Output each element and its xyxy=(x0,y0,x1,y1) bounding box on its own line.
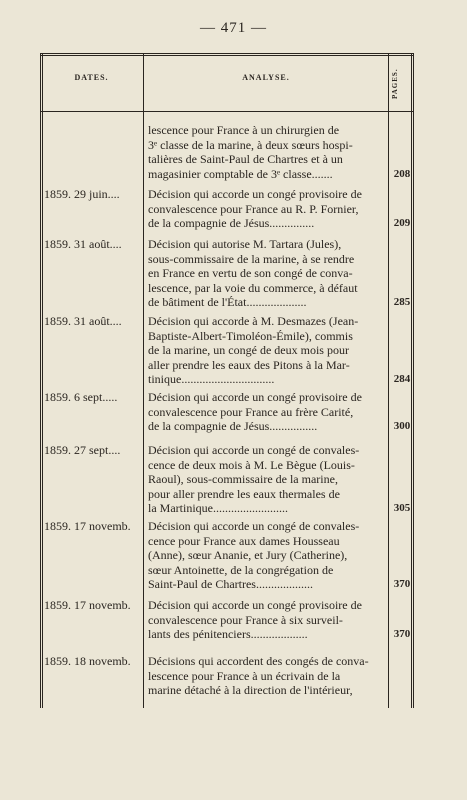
entry-analysis xyxy=(148,390,384,434)
entry-date: 1859. 31 août.... xyxy=(44,237,122,251)
entry-date: 1859. 17 novemb. xyxy=(44,598,131,612)
entry-page: 285 xyxy=(393,296,411,308)
entry-analysis xyxy=(148,654,384,698)
analysis-line: sous-commissaire de la marine, à se rendre xyxy=(148,251,355,266)
column-divider-pages xyxy=(388,53,389,708)
analysis-line: Décision qui accorde un congé de convales- xyxy=(148,443,360,457)
entry-date: 1859. 29 juin.... xyxy=(44,187,120,201)
analysis-line: Décision qui accorde un congé provisoire de xyxy=(148,598,362,612)
analysis-line: convalescence pour France à six surveil- xyxy=(148,612,343,627)
analysis-line: lescence, par la voie du commerce, à défaut xyxy=(148,280,358,295)
analysis-line: Saint-Paul de Chartres................... xyxy=(148,577,313,591)
entry-analysis xyxy=(148,187,384,231)
analysis-line: (Anne), sœur Ananie, et Jury (Catherine), xyxy=(148,548,348,562)
analysis-line: magasinier comptable de 3ᵉ classe....... xyxy=(148,166,333,181)
analysis-line: de la compagnie de Jésus............... xyxy=(148,216,315,230)
header-rule xyxy=(40,111,414,112)
analysis-line: Décision qui accorde un congé provisoire de xyxy=(148,390,362,404)
analysis-line: de bâtiment de l'État.................... xyxy=(148,295,307,309)
analysis-line: Décision qui autorise M. Tartara (Jules), xyxy=(148,237,342,251)
analysis-line: 3ᵉ classe de la marine, à deux sœurs hospi- xyxy=(148,137,353,152)
analysis-line: sœur Antoinette, de la congrégation de xyxy=(148,562,334,577)
analysis-line: cence pour France aux dames Housseau xyxy=(148,533,340,548)
entry-analysis xyxy=(148,598,384,642)
analysis-line: Décisions qui accordent des congés de conva- xyxy=(148,654,369,668)
analysis-line: aller prendre les eaux des Pitons à la Mar- xyxy=(148,357,350,372)
entry-analysis xyxy=(148,123,384,181)
entry-page: 208 xyxy=(393,167,411,180)
page-number: — 471 — xyxy=(200,20,267,36)
entry-date: 1859. 6 sept..... xyxy=(44,390,118,404)
analysis-line: Décision qui accorde un congé de convales- xyxy=(148,519,360,533)
analysis-line: Décision qui accorde à M. Desmazes (Jean- xyxy=(148,314,359,328)
entry-page: 300 xyxy=(393,420,411,432)
analysis-line: tinique............................... xyxy=(148,372,275,386)
entry-analysis xyxy=(148,519,384,592)
entry-analysis xyxy=(148,314,384,387)
analysis-line: Baptiste-Albert-Timoléon-Émile), commis xyxy=(148,328,353,343)
entry-date: 1859. 18 novemb. xyxy=(44,654,131,668)
analysis-line: de la compagnie de Jésus................ xyxy=(148,419,318,433)
analysis-line: cence de deux mois à M. Le Bègue (Louis- xyxy=(148,457,355,472)
analysis-line: convalescence pour France au R. P. Fornier, xyxy=(148,201,359,216)
analysis-line: la Martinique......................... xyxy=(148,501,288,515)
column-header-pages: PAGES. xyxy=(391,68,399,100)
analysis-line: pour aller prendre les eaux thermales de xyxy=(148,486,340,501)
analysis-line: lants des pénitenciers................... xyxy=(148,627,308,641)
entry-page: 209 xyxy=(393,217,411,229)
entry-page: 370 xyxy=(393,628,411,640)
analysis-line: Décision qui accorde un congé provisoire de xyxy=(148,187,362,201)
column-header-dates: DATES. xyxy=(74,73,109,82)
column-divider-dates xyxy=(143,53,144,708)
analysis-line: Raoul), sous-commissaire de la marine, xyxy=(148,472,338,486)
column-header-analyse: ANALYSE. xyxy=(242,73,290,82)
analysis-line: talières de Saint-Paul de Chartres et à un xyxy=(148,152,343,166)
entry-analysis xyxy=(148,237,384,310)
entry-page: 305 xyxy=(393,502,411,514)
entry-date: 1859. 17 novemb. xyxy=(44,519,131,533)
analysis-line: marine détaché à la direction de l'intérieur, xyxy=(148,683,353,697)
entry-date: 1859. 31 août.... xyxy=(44,314,122,328)
table-border-left xyxy=(40,53,43,708)
analysis-line: de la marine, un congé de deux mois pour xyxy=(148,343,349,357)
analysis-line: en France en vertu de son congé de conva- xyxy=(148,266,353,280)
entry-page: 284 xyxy=(393,373,411,385)
entry-date: 1859. 27 sept.... xyxy=(44,443,121,457)
entry-page: 370 xyxy=(393,578,411,590)
analysis-line: lescence pour France à un chirurgien de xyxy=(148,123,340,137)
analysis-line: lescence pour France à un écrivain de la xyxy=(148,668,341,683)
analysis-line: convalescence pour France au frère Carité, xyxy=(148,404,354,419)
entry-analysis xyxy=(148,443,384,516)
